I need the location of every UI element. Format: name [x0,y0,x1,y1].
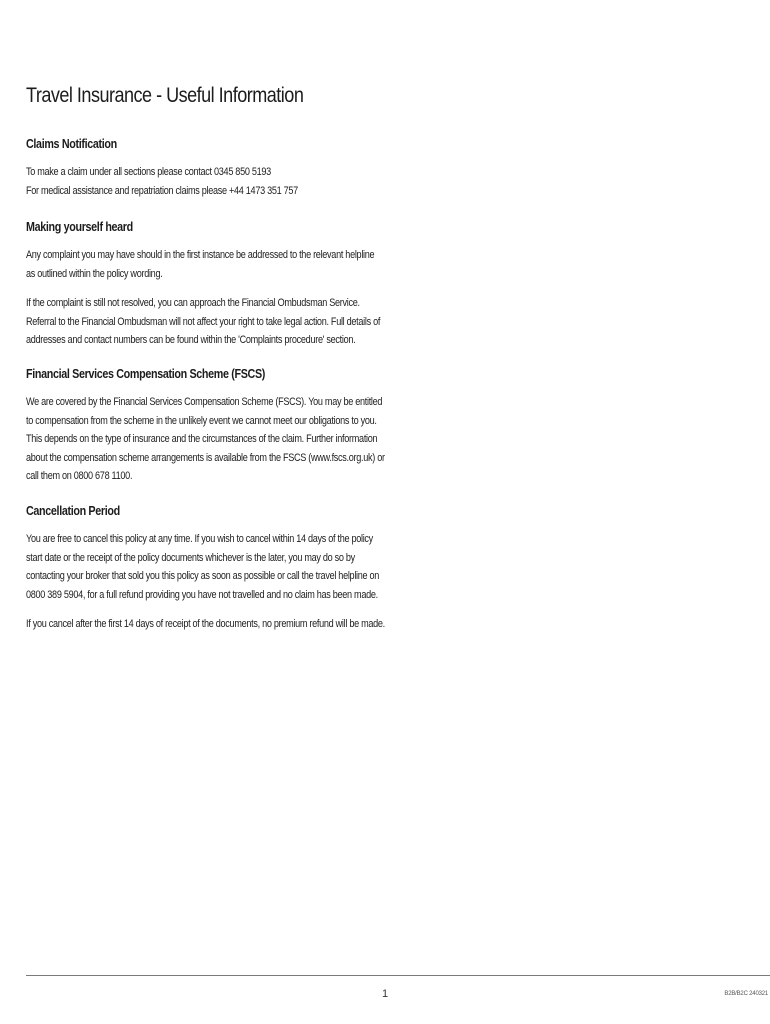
section-heading: Making yourself heard [26,220,133,234]
section-cancellation-period [26,504,426,645]
section-paragraph [26,393,385,486]
text-line: about the compensation scheme arrangements is available from the FSCS (www.fscs.org.uk) or [26,451,385,464]
text-line: We are covered by the Financial Services Compensation Scheme (FSCS). You may be entitled [26,396,383,408]
section-paragraph [26,615,385,634]
text-line: If the complaint is still not resolved, you can approach the Financial Ombudsman Service. [26,297,360,310]
section-paragraph [26,294,381,350]
section-paragraph [26,246,374,283]
text-line: Referral to the Financial Ombudsman will not affect your right to take legal action. Full details of [26,315,381,328]
page-number: 1 [382,988,389,1000]
text-line: If you cancel after the first 14 days of receipt of the documents, no premium refund will be made. [26,618,385,631]
document-reference-code: B2B/B2C 240321 [724,991,768,997]
text-line: 0800 389 5904, for a full refund providing you have not travelled and no claim has been made. [26,588,378,601]
section-making-yourself-heard [26,220,426,361]
text-line: To make a claim under all sections please contact 0345 850 5193 [26,166,271,178]
text-line: Any complaint you may have should in the first instance be addressed to the relevant helpline [26,249,375,261]
section-heading: Cancellation Period [26,504,120,518]
text-line: You are free to cancel this policy at any time. If you wish to cancel within 14 days of the policy [26,533,373,545]
section-fscs [26,367,426,497]
section-paragraph [26,530,380,604]
text-line: call them on 0800 678 1100. [26,470,133,483]
section-heading: Claims Notification [26,137,117,151]
text-line: contacting your broker that sold you this policy as soon as possible or call the travel helpline on [26,570,380,583]
section-paragraph [26,163,374,200]
text-line: For medical assistance and repatriation claims please +44 1473 351 757 [26,184,298,197]
text-line: This depends on the type of insurance and the circumstances of the claim. Further information [26,433,378,446]
text-line: addresses and contact numbers can be found within the 'Complaints procedure' section. [26,334,356,347]
document-title: Travel Insurance - Useful Information [26,84,304,107]
section-heading: Financial Services Compensation Scheme (FSCS) [26,367,266,381]
text-line: start date or the receipt of the policy documents whichever is the later, you may do so by [26,551,355,564]
footer-divider [26,975,770,976]
text-line: to compensation from the scheme in the unlikely event we cannot meet our obligations to you. [26,414,377,427]
section-claims-notification [26,137,426,211]
text-line: as outlined within the policy wording. [26,267,163,280]
